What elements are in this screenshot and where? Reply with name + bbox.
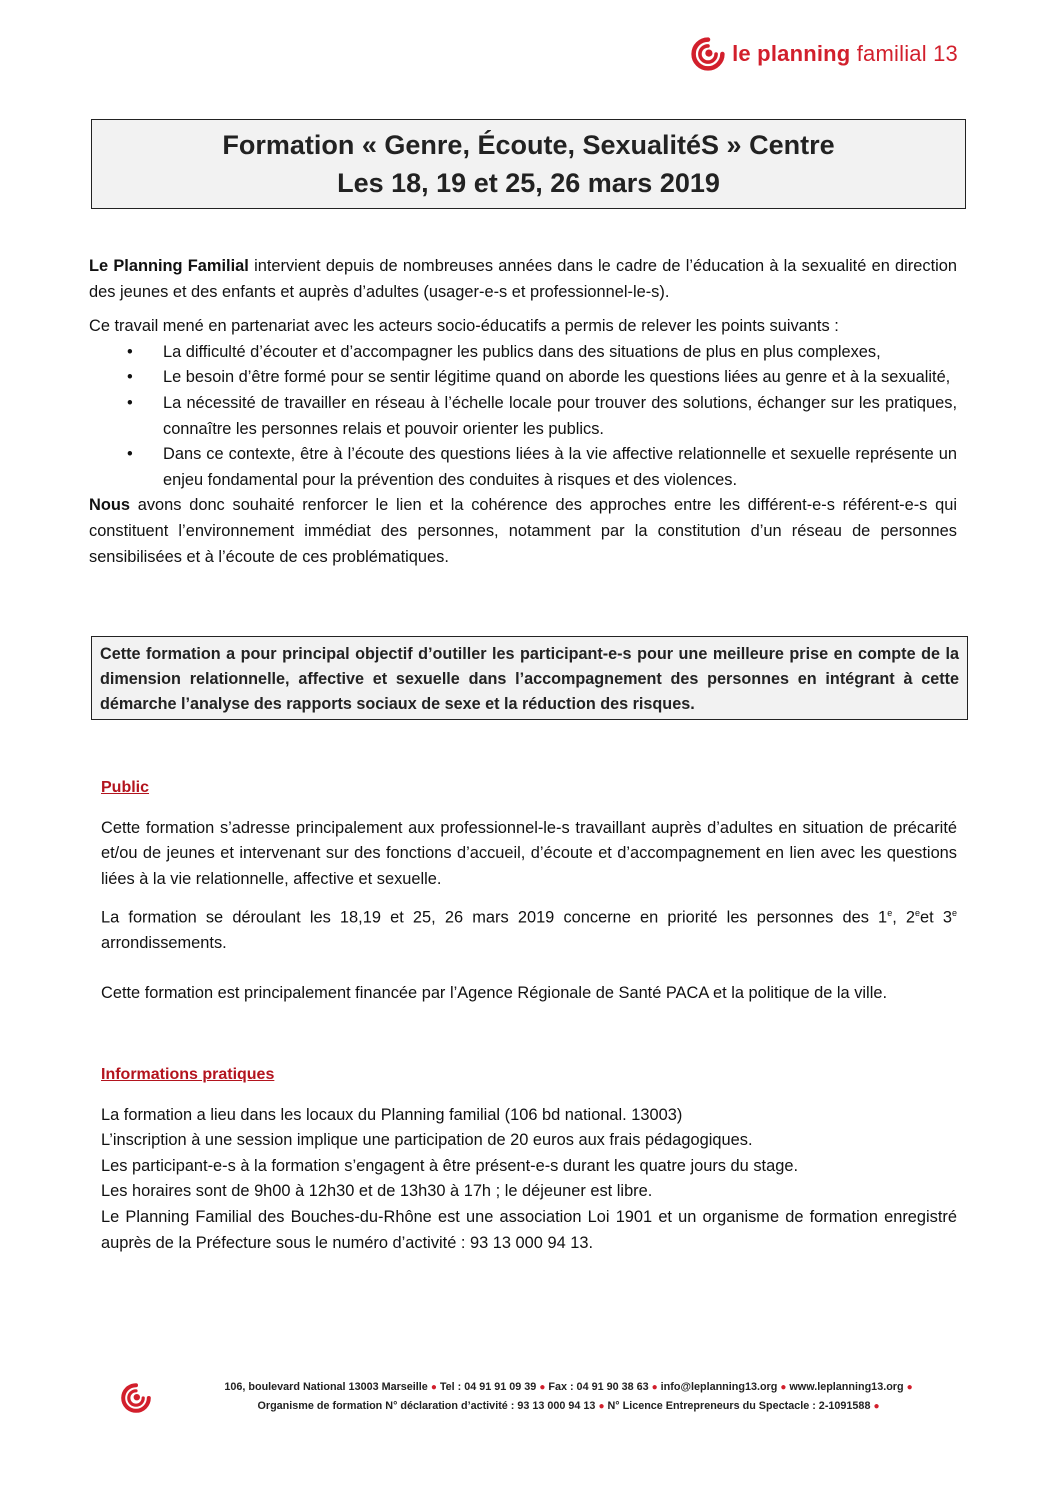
planning-familial-logo [690, 36, 958, 72]
footer-email-link[interactable]: info@leplanning13.org [660, 1381, 778, 1393]
footer-tel: Tel : 04 91 91 09 39 [439, 1381, 537, 1393]
pratiques-line: Les horaires sont de 9h00 à 12h30 et de 13h30 à 17h ; le déjeuner est libre. [101, 1182, 653, 1201]
public-heading: Public [101, 779, 150, 796]
list-item: • La nécessité de travailler en réseau à l’échelle locale pour trouver des solutions, échanger sur les pratiques, connaître les personnes relais et pouvoir orienter les publics. [127, 393, 957, 438]
list-item: • Dans ce contexte, être à l’écoute des questions liées à la vie affective relationnelle et sexuelle représente un enjeu fondamental pour la prévention des conduites à risques et des violences. [127, 445, 957, 489]
bullet-list [89, 340, 957, 494]
document-title-box [91, 119, 966, 209]
spiral-logo-icon [690, 36, 726, 72]
footer-licence: N° Licence Entrepreneurs du Spectacle : 2-1091588 [607, 1400, 871, 1412]
intro-paragraph-2: Ce travail mené en partenariat avec les acteurs socio-éducatifs a permis de relever les points suivants : [89, 317, 839, 336]
intro-paragraph-3: Nous avons donc souhaité renforcer le lien et la cohérence des approches entre les différent-e-s référent-e-s qui constituent l’environnement immédiat des personnes, notamment par la constitution d’un réseau de personnes sensibilisées et à l’écoute de ces problématiques. [89, 496, 957, 566]
pratiques-heading: Informations pratiques [101, 1066, 275, 1083]
footer-org-declaration: Organisme de formation N° déclaration d’activité : 93 13 000 94 13 [257, 1400, 596, 1412]
objective-box: Cette formation a pour principal objectif d’outiller les participant-e-s pour une meilleure prise en compte de la dimension relationnelle, affective et sexuelle dans l’accompagnement des personnes en intégrant à cette démarche l’analyse des rapports sociaux de sexe et la réduction des risques. [91, 636, 968, 720]
intro-paragraph-1: Le Planning Familial intervient depuis de nombreuses années dans le cadre de l’éducation à la sexualité en direction des jeunes et des enfants et auprès d’adultes (usager-e-s et professionnel-le-s). [89, 257, 957, 301]
footer-website-link[interactable]: www.leplanning13.org [789, 1381, 904, 1393]
list-item: • La difficulté d’écouter et d’accompagner les publics dans des situations de plus en plus complexes, [127, 342, 881, 361]
public-section [101, 775, 957, 1007]
pratiques-line: L’inscription à une session implique une participation de 20 euros aux frais pédagogiques. [101, 1131, 753, 1150]
footer-line-2: Organisme de formation N° déclaration d’activité : 93 13 000 94 13 ● N° Licence Entrepreneurs du Spectacle : 2-1091588 ● [257, 1400, 880, 1412]
title-line-2: Les 18, 19 et 25, 26 mars 2019 [337, 168, 720, 198]
pratiques-line: Les participant-e-s à la formation s’engagent à être présent-e-s durant les quatre jours du stage. [101, 1156, 798, 1175]
pratiques-section [101, 1062, 957, 1256]
public-paragraph-2: La formation se déroulant les 18,19 et 25, 26 mars 2019 concerne en priorité les personnes des 1e, 2eet 3e arrondissements. [101, 908, 958, 953]
pratiques-line: La formation a lieu dans les locaux du Planning familial (106 bd national. 13003) [101, 1105, 683, 1124]
public-paragraph-3: Cette formation est principalement financée par l’Agence Régionale de Santé PACA et la politique de la ville. [101, 984, 888, 1003]
footer-spiral-logo-icon [120, 1382, 152, 1414]
footer-address: 106, boulevard National 13003 Marseille [224, 1381, 428, 1393]
pratiques-last-paragraph: Le Planning Familial des Bouches-du-Rhône est une association Loi 1901 et un organisme de formation enregistré auprès de la Préfecture sous le numéro d’activité : 93 13 000 94 13. [101, 1207, 957, 1252]
public-paragraph-1: Cette formation s’adresse principalement aux professionnel-le-s travaillant auprès d’adultes en situation de précarité et/ou de jeunes et intervenant sur des fonctions d’accueil, d’écoute et d’accompagnement en lien avec les questions liées à la vie relationnelle, affective et sexuelle. [101, 818, 957, 888]
footer-contact-lines [180, 1378, 960, 1416]
logo-wordmark: le planning familial 13 [732, 41, 958, 66]
footer-line-1: 106, boulevard National 13003 Marseille ● Tel : 04 91 91 09 39 ● Fax : 04 91 90 38 63 ● info@leplanning13.org ● www.leplanning13.org ● [224, 1381, 913, 1393]
footer-fax: Fax : 04 91 90 38 63 [548, 1381, 649, 1393]
list-item: • Le besoin d’être formé pour se sentir légitime quand on aborde les questions liées au genre et à la sexualité, [127, 368, 951, 387]
title-line-1: Formation « Genre, Écoute, SexualitéS » Centre [222, 130, 835, 160]
intro-section [89, 254, 957, 570]
